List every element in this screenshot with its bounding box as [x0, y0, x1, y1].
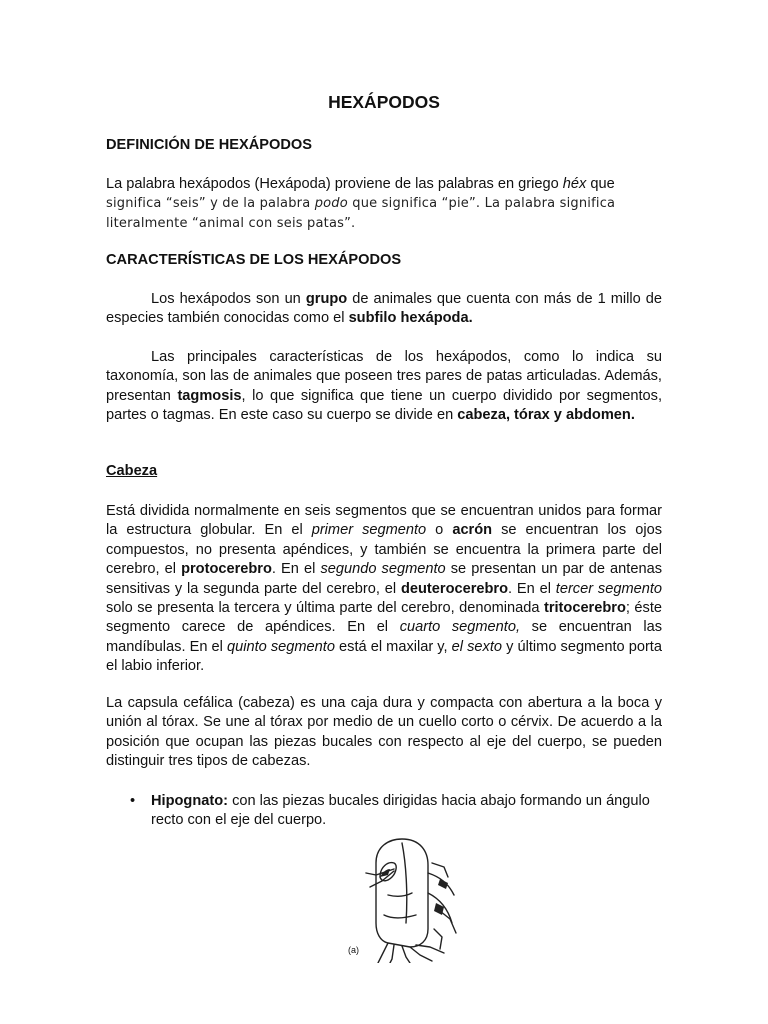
head-paragraph-2: La capsula cefálica (cabeza) es una caja dura y compacta con abertura a la boca y unión al tórax. Se une al tórax por medio de un cuello corto o cérvix. De acuerdo a la posición que ocupan las piezas bucales con respecto al eje del cuerpo, se pueden distinguir tres tipos de cabezas.	[106, 695, 662, 770]
insect-head-figure	[336, 833, 474, 963]
definition-line-1	[106, 175, 662, 194]
head-p1-t6: . En el	[508, 580, 556, 597]
bullet-icon: •	[130, 793, 136, 809]
bullet-hipognato	[130, 792, 662, 832]
page-title: HEXÁPODOS	[328, 92, 440, 112]
head-p1-i2: segundo segmento	[320, 561, 446, 578]
definition-line-3: literalmente “animal con seis patas”.	[106, 216, 356, 232]
head-p1-i5: quinto segmento	[227, 638, 335, 655]
char-p2-text-b: , lo que significa que tiene un cuerpo dividido por segmentos, partes o tagmas. En este caso su cuerpo se divide en	[106, 387, 663, 424]
head-paragraph-1	[106, 502, 662, 677]
head-p1-t5: se presentan un par de antenas sensitivas y la segunda parte del cerebro, el	[106, 561, 662, 597]
characteristics-heading: CARACTERÍSTICAS DE LOS HEXÁPODOS	[106, 252, 402, 268]
head-p1-t11: y último segmento porta el labio inferior.	[106, 638, 662, 675]
head-p1-t3: se encuentran los ojos compuestos, no presenta apéndices, y también se encuentra la primera parte del cerebro, el	[106, 522, 663, 578]
characteristics-paragraph-2	[106, 348, 662, 426]
char-p1-bold-subfilo: subfilo hexápoda.	[348, 310, 473, 327]
definition-text-a: La palabra hexápodos (Hexápoda) proviene de las palabras en griego	[106, 176, 563, 192]
definition-italic-podo: podo	[314, 196, 348, 212]
char-p1-bold-grupo: grupo	[305, 291, 348, 307]
definition-text-d: que significa “pie”. La palabra significa	[347, 196, 616, 212]
definition-italic-hex: héx	[562, 176, 587, 192]
head-p1-b4: tritocerebro	[543, 600, 626, 617]
definition-text-c: significa “seis” y de la palabra	[106, 196, 315, 212]
head-p1-i6: el sexto	[451, 638, 503, 655]
definition-line-2	[106, 194, 662, 214]
head-p1-i1: primer segmento	[311, 522, 427, 539]
head-p1-i3: tercer segmento	[555, 580, 663, 597]
head-p1-t1: Está dividida normalmente en seis segmentos que se encuentran unidos para formar la estructura globular. En el	[106, 503, 662, 539]
bullet-bold-term: Hipognato:	[151, 793, 229, 809]
char-p1-text-a: Los hexápodos son un	[151, 291, 306, 307]
head-heading: Cabeza	[106, 463, 158, 479]
head-p1-b1: acrón	[452, 522, 493, 539]
char-p2-bold-parts: cabeza, tórax y abdomen.	[457, 407, 635, 424]
figure-label: (a)	[348, 945, 359, 955]
head-p1-t10: está el maxilar y,	[334, 638, 452, 655]
head-p1-t8: ; éste segmento carece de apéndices. En el	[106, 600, 662, 636]
characteristics-paragraph-1	[106, 290, 662, 329]
definition-paragraph	[106, 175, 662, 234]
char-p2-bold-tagmosis: tagmosis	[177, 387, 242, 404]
bullet-hipognato-text	[151, 792, 662, 831]
head-p1-b2: protocerebro	[181, 561, 272, 578]
head-p1-i4: cuarto segmento,	[399, 619, 521, 636]
bullet-description: con las piezas bucales dirigidas hacia abajo formando un ángulo recto con el eje del cuerpo.	[151, 793, 650, 829]
definition-heading: DEFINICIÓN DE HEXÁPODOS	[106, 137, 312, 153]
head-p1-b3: deuterocerebro	[400, 580, 509, 597]
char-p2-text-a: Las principales características de los hexápodos, como lo indica su taxonomía, son las de animales que poseen tres pares de patas articuladas. Además, presentan	[106, 349, 662, 404]
head-p1-t4: . En el	[271, 561, 321, 578]
head-p1-t2: o	[426, 522, 453, 539]
head-p1-t9: se encuentran las mandíbulas. En el	[106, 619, 663, 655]
head-p1-t7: solo se presenta la tercera y última parte del cerebro, denominada	[106, 600, 544, 617]
definition-text-b: que	[586, 176, 615, 192]
char-p1-text-b: de animales que cuenta con más de 1 millo de especies también conocidas como el	[106, 291, 663, 327]
hypognathous-head-drawing-icon	[336, 833, 474, 963]
